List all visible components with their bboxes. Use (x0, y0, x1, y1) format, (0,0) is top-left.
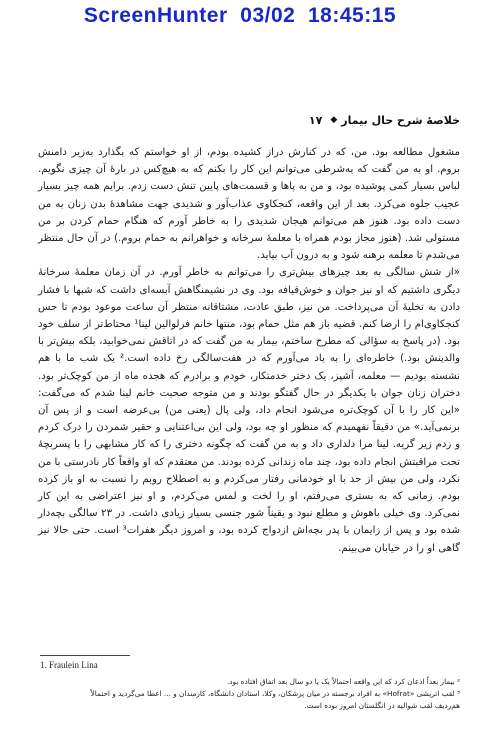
paragraph-2: «از شش سالگی به بعد چیزهای بیش‌تری را می‌توانم به خاطر آورم. در آن زمان معلمهٔ سرخانهٔ دیگری داشتیم که او نیز جوان و خوش‌قیافه بود. وی در نشیمنگاهش آبسه‌ای داشت که شبها با فشار دادن به تخلیهٔ آن می‌پرداخت. من نیز، طبق عادت، مشتاقانه منتظر آن ساعت موعود بودم تا حس کنجکاوی‌ام را ارضا کنم. قضیه باز هم مثل حمام بود، منتها خانم فرلوالین لینا¹ محتاط‌تر از سلف خود بود. (در پاسخ به سؤالی که مطرح ساختم، بیمار به من گفت که در اتاقش نمی‌خوابید، بلکه بیش‌تر با والدینش بود.) خاطره‌ای را به یاد می‌آورم که در هفت‌سالگی رخ داده است.² یک شب ما با هم نشسته بودیم — معلمه، آشپز، یک دختر خدمتکار، خودم و برادرم که هجده ماه از من کوچک‌تر بود. دختران زنان جوان با یکدیگر در حال گفتگو بودند و من متوجه صحبت خانم لینا شدم که می‌گفت: «این کار را با آن کوچک‌تره می‌شود انجام داد، ولی پال (یعنی من) بی‌عرضه است و از پس آن برنمی‌آید.» من دقیقاً نفهمیدم که منظور او چه بود، ولی این بی‌اعتنایی و حقیر شمردن را درک کردم و زدم زیر گریه. لینا مرا دلداری داد و به من گفت که چگونه دختری را که کار مشابهی را با پسربچهٔ تحت مراقبتش انجام داده بود، چند ماه زندانی کرده بودند. من معتقدم که او واقعاً کار نادرستی با من نکرد، ولی من بیش از حد با او خودمانی رفتار می‌کردم و به اصطلاح روبم را نسبت به او باز کرده بودم. زمانی که به بستری می‌رفتم، او را لخت و لمس می‌کردم، و او نیز اعتراضی به این کار نمی‌کرد. وی خیلی باهوش و مطلع نبود و یقیناً شور جنسی بسیار زیادی داشت. در ۲۳ سالگی بچه‌دار شده بود و پس از زایمان با پدر بچه‌اش ازدواج کرده بود، و امروز دیگر هفرات³ است. حتی حالا نیز گاهی او را در خیابان می‌بینم. (38, 267, 461, 554)
body-text (38, 144, 460, 557)
diamond-bullet-icon: ◆ (330, 115, 338, 125)
running-header-title: خلاصهٔ شرح حال بیمار (341, 113, 460, 127)
footnote-3: ³ لقب اتریشی «Hofrat» به افراد برجسته در میان پزشکان، وکلا، استادان دانشگاه، کارمندان و ... اعطا می‌گردید و احتمالاً (90, 689, 460, 698)
banner-text: ScreenHunter 03/02 18:45:15 (83, 4, 397, 27)
running-header (38, 110, 460, 130)
footnote-latin: 1. Fraulein Lina (40, 660, 98, 670)
paragraph-1: مشغول مطالعه بود. من، که در کنارش دراز کشیده بودم، از او خواستم که بگذارد به‌زیر دامنش بروم. او به من گفت که به‌شرطی می‌توانم این کار را بکنم که به هیچ‌کس در بارهٔ آن چیزی نگویم. لباس بسیار کمی پوشیده بود، و من به پاها و قسمت‌های پایین تنش دست زدم. برایم همه چیز بسیار عجیب جلوه می‌کرد. بعد از این واقعه، کنجکاوی عذاب‌آور و شدیدی جهت مشاهدهٔ بدن زنان به من دست داده بود. هنوز هم می‌توانم هیجان شدیدی را به خاطر آورم که هنگام حمام کردن بر من مستولی شد. (هنوز مجاز بودم همراه با معلمهٔ سرخانه و خواهرانم به حمام بروم.) در آن حال منتظر می‌شدم تا معلمه برهنه شود و به درون آب بیاید. (38, 147, 460, 262)
book-page (38, 110, 460, 710)
footnotes (40, 676, 460, 712)
footnote-2: ² بیمار بعداً اذعان کرد که این واقعه احتمالاً یک یا دو سال بعد اتفاق افتاده بود. (226, 677, 460, 686)
page-number: ۱۷ (308, 113, 323, 127)
footnote-divider (40, 655, 130, 656)
footnote-3-cont: هم‌ردیف لقب شوالیه در انگلستان امروز بوده است. (304, 701, 460, 710)
screenhunter-banner (0, 4, 480, 34)
